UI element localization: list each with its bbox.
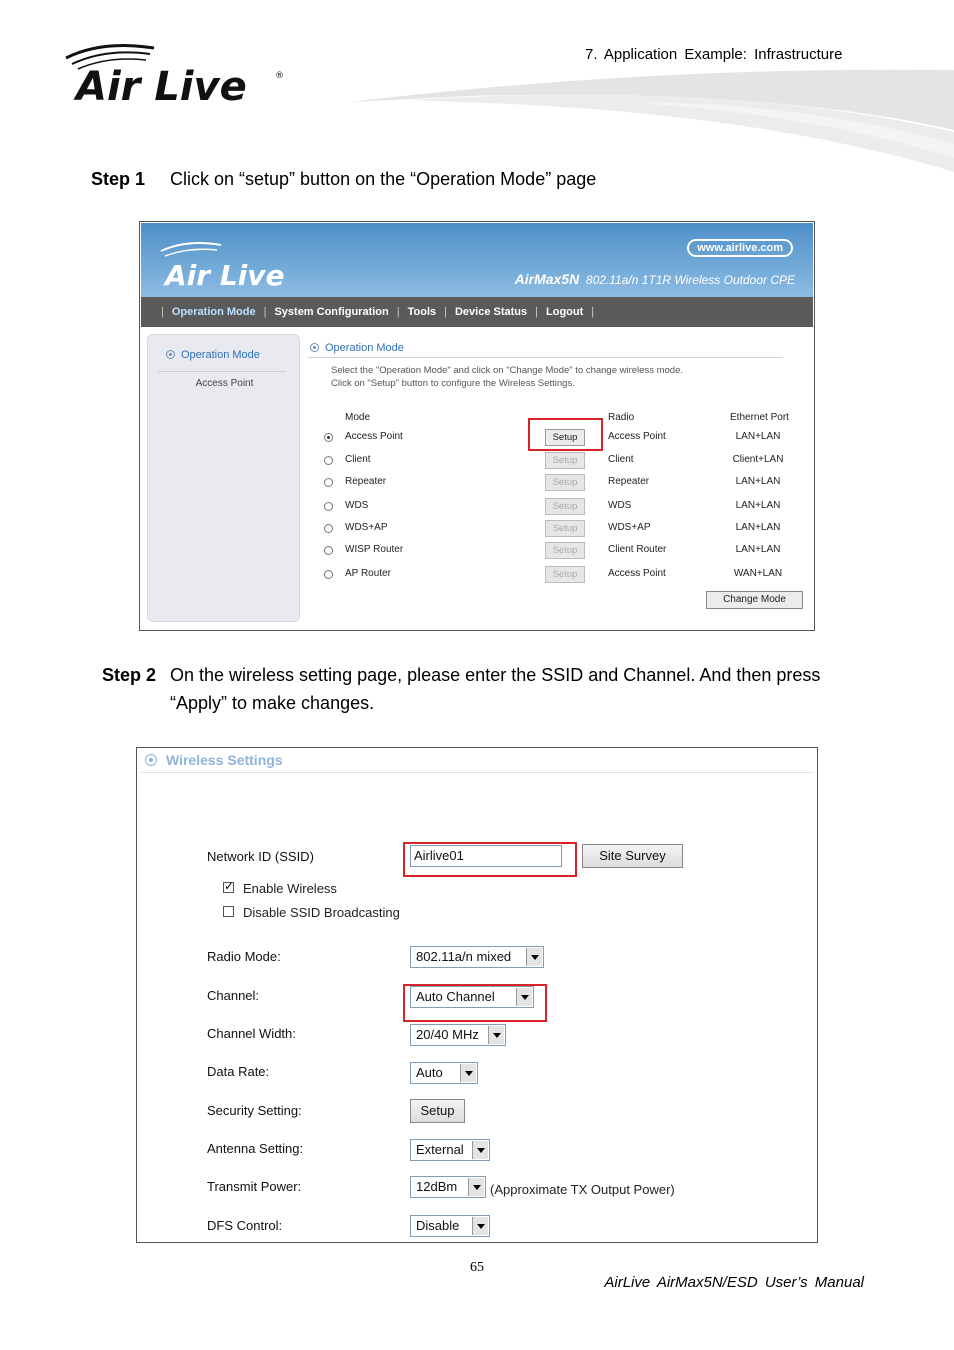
checkbox-unchecked-icon <box>223 906 234 917</box>
mode-label: WISP Router <box>345 544 404 555</box>
nav-logout[interactable]: Logout <box>546 306 584 318</box>
radio-value: Access Point <box>608 431 666 442</box>
ethernet-value: Client+LAN <box>732 454 784 465</box>
mode-radio[interactable] <box>324 524 333 533</box>
enable-wireless-checkbox[interactable] <box>223 881 337 896</box>
svg-text:®: ® <box>275 71 284 81</box>
enable-wireless-label: Enable Wireless <box>243 881 337 896</box>
step-2-text-2: “Apply” to make changes. <box>170 693 375 713</box>
highlight-setup <box>528 418 603 451</box>
radio-value: Client Router <box>608 544 667 555</box>
highlight-ssid <box>403 842 577 877</box>
channel-label: Channel: <box>207 988 260 1003</box>
channel-width-label: Channel Width: <box>207 1026 296 1041</box>
product-name: AirMax5N <box>514 271 580 287</box>
dfs-control-label: DFS Control: <box>207 1218 283 1233</box>
mode-radio[interactable] <box>324 502 333 511</box>
ssid-input[interactable]: Airlive01 <box>410 845 562 867</box>
left-panel-title[interactable]: Operation Mode <box>166 349 260 361</box>
manual-title: AirLive AirMax5N/ESD User’s Manual <box>604 1274 864 1291</box>
antenna-select[interactable]: External <box>410 1139 490 1161</box>
step-2-label: Step 2 <box>102 665 157 685</box>
radio-mode-select[interactable]: 802.11a/n mixed <box>410 946 544 968</box>
mode-label: Client <box>345 454 371 465</box>
mode-radio[interactable] <box>324 570 333 579</box>
nav-device-status[interactable]: Device Status <box>454 306 528 318</box>
ethernet-value: LAN+LAN <box>735 522 781 533</box>
mode-radio[interactable] <box>324 433 333 442</box>
main-description: Select the "Operation Mode" and click on "Change Mode" to change wireless mode. Click on "Setup" button to configure the Wireless Settings. <box>331 365 683 389</box>
mode-row <box>140 566 812 584</box>
wireless-settings-title: Wireless Settings <box>145 752 283 768</box>
data-rate-label: Data Rate: <box>207 1064 270 1079</box>
dfs-control-select[interactable]: Disable <box>410 1215 490 1237</box>
dropdown-arrow-icon <box>472 1217 488 1235</box>
step-2 <box>102 661 882 717</box>
step-2-text-1: On the wireless setting page, please enter the SSID and Channel. And then press <box>170 665 821 685</box>
radio-value: WDS <box>608 500 632 511</box>
mode-row <box>140 498 812 516</box>
wireless-settings-screenshot <box>136 747 818 1243</box>
nav-tools[interactable]: Tools <box>407 306 437 318</box>
col-radio: Radio <box>608 412 635 423</box>
setup-button[interactable]: Setup <box>545 520 585 537</box>
ethernet-value: LAN+LAN <box>735 431 781 442</box>
radio-value: Client <box>608 454 634 465</box>
radio-value: Repeater <box>608 476 650 487</box>
bullet-icon <box>310 343 319 352</box>
setup-button[interactable]: Setup <box>545 566 585 583</box>
radio-value: Access Point <box>608 568 666 579</box>
change-mode-button[interactable]: Change Mode <box>706 591 803 609</box>
step-1 <box>91 165 596 193</box>
mode-radio[interactable] <box>324 478 333 487</box>
left-panel-item[interactable]: Access Point <box>195 378 254 389</box>
security-setup-button[interactable]: Setup <box>410 1099 465 1123</box>
dropdown-arrow-icon <box>488 1026 504 1044</box>
mode-row <box>140 542 812 560</box>
operation-mode-screenshot <box>139 221 815 631</box>
svg-text:Air Live: Air Live <box>165 259 285 292</box>
mode-label: AP Router <box>345 568 391 579</box>
ethernet-value: WAN+LAN <box>733 568 783 579</box>
dropdown-arrow-icon <box>460 1064 476 1082</box>
step-1-label: Step 1 <box>91 169 146 189</box>
ethernet-value: LAN+LAN <box>735 476 781 487</box>
airlive-banner-logo <box>157 241 317 293</box>
svg-text:Air Live: Air Live <box>76 64 247 110</box>
bullet-icon <box>145 754 157 766</box>
ssid-label: Network ID (SSID) <box>207 849 314 864</box>
bullet-icon <box>166 350 175 359</box>
airlive-logo <box>62 42 292 110</box>
mode-row <box>140 474 812 492</box>
mode-label: WDS+AP <box>345 522 388 533</box>
setup-button[interactable]: Setup <box>545 498 585 515</box>
page-number: 65 <box>470 1260 484 1275</box>
transmit-power-note: (Approximate TX Output Power) <box>490 1182 675 1197</box>
setup-button[interactable]: Setup <box>545 429 585 446</box>
transmit-power-label: Transmit Power: <box>207 1179 302 1194</box>
antenna-setting-label: Antenna Setting: <box>207 1141 304 1156</box>
highlight-channel <box>403 984 547 1022</box>
dropdown-arrow-icon <box>526 948 542 966</box>
security-setting-label: Security Setting: <box>207 1103 302 1118</box>
banner <box>141 223 813 297</box>
dropdown-arrow-icon <box>472 1141 488 1159</box>
col-mode: Mode <box>345 412 371 423</box>
dropdown-arrow-icon <box>468 1178 484 1196</box>
ethernet-value: LAN+LAN <box>735 544 781 555</box>
mode-radio[interactable] <box>324 456 333 465</box>
chapter-title: 7. Application Example: Infrastructure <box>585 46 843 63</box>
radio-mode-label: Radio Mode: <box>207 949 281 964</box>
disable-ssid-label: Disable SSID Broadcasting <box>243 905 400 920</box>
mode-row <box>140 520 812 538</box>
setup-button[interactable]: Setup <box>545 542 585 559</box>
channel-select[interactable]: Auto Channel <box>410 986 534 1008</box>
nav-system-configuration[interactable]: System Configuration <box>274 306 389 318</box>
ethernet-value: LAN+LAN <box>735 500 781 511</box>
mode-row <box>140 452 812 470</box>
disable-ssid-checkbox[interactable] <box>223 905 400 920</box>
step-1-text: Click on “setup” button on the “Operation Mode” page <box>170 169 597 189</box>
url-badge[interactable]: www.airlive.com <box>687 239 793 257</box>
mode-label: Access Point <box>345 431 403 442</box>
mode-label: WDS <box>345 500 369 511</box>
nav-operation-mode[interactable]: Operation Mode <box>171 306 256 318</box>
setup-button[interactable]: Setup <box>545 474 585 491</box>
site-survey-button[interactable]: Site Survey <box>582 844 683 868</box>
product-desc: 802.11a/n 1T1R Wireless Outdoor CPE <box>585 273 795 287</box>
col-ethernet-port: Ethernet Port <box>730 412 789 423</box>
mode-row <box>140 429 812 447</box>
checkbox-checked-icon <box>223 882 234 893</box>
nav-bar: | Operation Mode | System Configuration | Tools | Device Status | Logout | <box>141 297 813 327</box>
radio-value: WDS+AP <box>608 522 651 533</box>
data-rate-select[interactable]: Auto <box>410 1062 478 1084</box>
setup-button[interactable]: Setup <box>545 452 585 469</box>
mode-radio[interactable] <box>324 546 333 555</box>
main-title: Operation Mode <box>310 342 404 354</box>
header-swoosh <box>350 66 954 176</box>
transmit-power-select[interactable]: 12dBm <box>410 1176 486 1198</box>
mode-label: Repeater <box>345 476 387 487</box>
channel-width-select[interactable]: 20/40 MHz <box>410 1024 506 1046</box>
product-title <box>515 271 795 287</box>
